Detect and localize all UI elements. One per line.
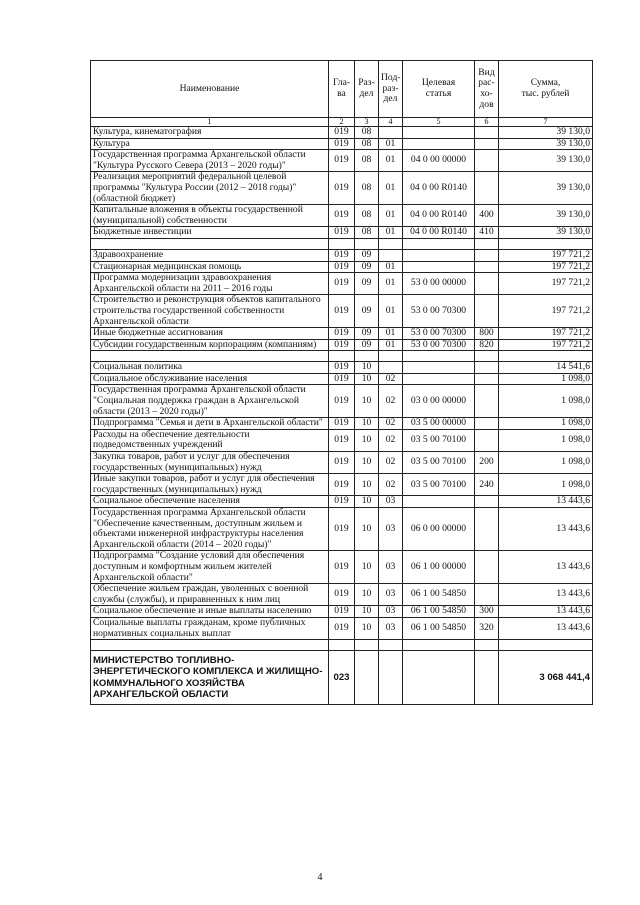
- row-vid: [475, 508, 499, 551]
- row-glava: 019: [329, 138, 355, 150]
- row-glava: 019: [329, 172, 355, 205]
- header-statya: Целевая статья: [403, 61, 475, 118]
- row-summa: 13 443,6: [499, 617, 593, 639]
- row-podrazdel: [379, 640, 403, 651]
- row-podrazdel: 01: [379, 261, 403, 273]
- row-statya: 03 0 00 00000: [403, 385, 475, 418]
- column-number: 1: [91, 118, 329, 127]
- row-name: Иные бюджетные ассигнования: [91, 328, 329, 340]
- header-glava: Гла- ва: [329, 61, 355, 118]
- row-glava: 023: [329, 651, 355, 705]
- table-row: [91, 261, 593, 273]
- row-podrazdel: 02: [379, 429, 403, 451]
- row-glava: 019: [329, 617, 355, 639]
- row-glava: 019: [329, 418, 355, 430]
- row-name: Культура: [91, 138, 329, 150]
- row-glava: [329, 238, 355, 249]
- row-name: Программа модернизации здравоохранения Архангельской области на 2011 – 2016 годы: [91, 273, 329, 295]
- row-summa: 14 541,6: [499, 362, 593, 374]
- table-row: [91, 249, 593, 261]
- row-name: Социальное обслуживание населения: [91, 373, 329, 385]
- row-summa: 197 721,2: [499, 273, 593, 295]
- row-statya: [403, 651, 475, 705]
- row-vid: 820: [475, 339, 499, 351]
- row-glava: 019: [329, 496, 355, 508]
- row-podrazdel: 03: [379, 617, 403, 639]
- row-name: Подпрограмма "Создание условий для обеспечения доступным и комфортным жильем жителей Архангельской области": [91, 551, 329, 584]
- row-summa: [499, 238, 593, 249]
- header-podrazdel: Под- раз- дел: [379, 61, 403, 118]
- row-summa: 13 443,6: [499, 606, 593, 618]
- row-vid: 300: [475, 606, 499, 618]
- row-razdel: 10: [355, 385, 379, 418]
- table-row: [91, 606, 593, 618]
- row-summa: 1 098,0: [499, 474, 593, 496]
- row-summa: 1 098,0: [499, 429, 593, 451]
- table-row: [91, 150, 593, 172]
- column-number: 4: [379, 118, 403, 127]
- row-statya: [403, 127, 475, 139]
- row-vid: [475, 496, 499, 508]
- row-razdel: 08: [355, 227, 379, 239]
- table-row: [91, 452, 593, 474]
- row-name: Капитальные вложения в объекты государственной (муниципальной) собственности: [91, 205, 329, 227]
- row-razdel: 10: [355, 606, 379, 618]
- row-vid: [475, 651, 499, 705]
- row-podrazdel: 03: [379, 606, 403, 618]
- row-summa: 1 098,0: [499, 452, 593, 474]
- row-podrazdel: 01: [379, 205, 403, 227]
- row-razdel: 09: [355, 328, 379, 340]
- row-name: [91, 351, 329, 362]
- row-name: Обеспечение жильем граждан, уволенных с военной службы (службы), и приравненных к ним лиц: [91, 584, 329, 606]
- row-podrazdel: 01: [379, 138, 403, 150]
- row-vid: [475, 261, 499, 273]
- row-razdel: 08: [355, 205, 379, 227]
- row-glava: 019: [329, 205, 355, 227]
- row-statya: 53 0 00 70300: [403, 328, 475, 340]
- row-name: [91, 238, 329, 249]
- table-row: [91, 551, 593, 584]
- row-vid: 200: [475, 452, 499, 474]
- row-summa: 197 721,2: [499, 261, 593, 273]
- row-razdel: 08: [355, 172, 379, 205]
- row-vid: [475, 150, 499, 172]
- row-name: Социальное обеспечение и иные выплаты населению: [91, 606, 329, 618]
- row-vid: [475, 385, 499, 418]
- row-summa: 13 443,6: [499, 508, 593, 551]
- table-row: [91, 339, 593, 351]
- row-name: Иные закупки товаров, работ и услуг для обеспечения государственных (муниципальных) нужд: [91, 474, 329, 496]
- row-statya: 03 5 00 00000: [403, 418, 475, 430]
- row-podrazdel: 03: [379, 508, 403, 551]
- header-vid: Вид рас- хо- дов: [475, 61, 499, 118]
- row-name: Культура, кинематография: [91, 127, 329, 139]
- table-row: [91, 508, 593, 551]
- row-summa: 3 068 441,4: [499, 651, 593, 705]
- row-summa: 39 130,0: [499, 227, 593, 239]
- row-razdel: 10: [355, 617, 379, 639]
- row-summa: 1 098,0: [499, 418, 593, 430]
- row-summa: 197 721,2: [499, 339, 593, 351]
- row-name: Расходы на обеспечение деятельности подведомственных учреждений: [91, 429, 329, 451]
- row-summa: 13 443,6: [499, 496, 593, 508]
- table-row: [91, 373, 593, 385]
- row-vid: [475, 373, 499, 385]
- row-vid: [475, 551, 499, 584]
- row-vid: [475, 138, 499, 150]
- row-name: Субсидии государственным корпорациям (компаниям): [91, 339, 329, 351]
- row-razdel: 10: [355, 362, 379, 374]
- row-vid: [475, 351, 499, 362]
- row-razdel: 10: [355, 452, 379, 474]
- row-statya: 03 5 00 70100: [403, 474, 475, 496]
- row-vid: [475, 584, 499, 606]
- row-podrazdel: 02: [379, 418, 403, 430]
- row-summa: 39 130,0: [499, 138, 593, 150]
- row-razdel: 09: [355, 339, 379, 351]
- row-podrazdel: 03: [379, 584, 403, 606]
- row-statya: [403, 138, 475, 150]
- row-razdel: 10: [355, 508, 379, 551]
- row-vid: [475, 127, 499, 139]
- row-vid: [475, 273, 499, 295]
- row-podrazdel: 01: [379, 328, 403, 340]
- row-statya: [403, 640, 475, 651]
- table-row: [91, 651, 593, 705]
- row-summa: 1 098,0: [499, 385, 593, 418]
- row-name: Бюджетные инвестиции: [91, 227, 329, 239]
- row-name: Социальные выплаты гражданам, кроме публичных нормативных социальных выплат: [91, 617, 329, 639]
- row-glava: 019: [329, 373, 355, 385]
- row-vid: 800: [475, 328, 499, 340]
- row-summa: 1 098,0: [499, 373, 593, 385]
- row-vid: [475, 295, 499, 328]
- table-row: [91, 172, 593, 205]
- row-razdel: 10: [355, 584, 379, 606]
- row-name: Стационарная медицинская помощь: [91, 261, 329, 273]
- header-razdel: Раз- дел: [355, 61, 379, 118]
- row-razdel: 10: [355, 429, 379, 451]
- row-razdel: 09: [355, 249, 379, 261]
- column-number: 6: [475, 118, 499, 127]
- row-podrazdel: 01: [379, 172, 403, 205]
- table-row: [91, 362, 593, 374]
- row-podrazdel: [379, 127, 403, 139]
- row-vid: [475, 429, 499, 451]
- row-vid: [475, 238, 499, 249]
- row-podrazdel: 01: [379, 339, 403, 351]
- row-name: Реализация мероприятий федеральной целевой программы "Культура России (2012 – 2018 годы)" (областной бюджет): [91, 172, 329, 205]
- row-vid: [475, 172, 499, 205]
- row-glava: 019: [329, 551, 355, 584]
- row-vid: 400: [475, 205, 499, 227]
- header-name: Наименование: [91, 61, 329, 118]
- row-glava: [329, 351, 355, 362]
- table-row: [91, 205, 593, 227]
- row-statya: 06 1 00 54850: [403, 617, 475, 639]
- row-summa: [499, 640, 593, 651]
- row-statya: [403, 373, 475, 385]
- row-razdel: 09: [355, 273, 379, 295]
- row-glava: 019: [329, 249, 355, 261]
- blank-row: [91, 351, 593, 362]
- row-razdel: [355, 351, 379, 362]
- row-vid: [475, 362, 499, 374]
- row-statya: [403, 351, 475, 362]
- row-razdel: 10: [355, 373, 379, 385]
- row-podrazdel: [379, 249, 403, 261]
- column-number: 3: [355, 118, 379, 127]
- row-statya: 06 0 00 00000: [403, 508, 475, 551]
- row-name: Социальная политика: [91, 362, 329, 374]
- table-row: [91, 474, 593, 496]
- row-vid: 320: [475, 617, 499, 639]
- row-glava: 019: [329, 584, 355, 606]
- row-glava: [329, 640, 355, 651]
- row-statya: 04 0 00 R0140: [403, 205, 475, 227]
- column-number: 7: [499, 118, 593, 127]
- row-razdel: 10: [355, 496, 379, 508]
- row-podrazdel: 01: [379, 295, 403, 328]
- row-razdel: 08: [355, 127, 379, 139]
- row-statya: 06 1 00 00000: [403, 551, 475, 584]
- header-row: [91, 61, 593, 118]
- row-statya: [403, 496, 475, 508]
- row-statya: 04 0 00 00000: [403, 150, 475, 172]
- row-vid: [475, 249, 499, 261]
- row-razdel: 10: [355, 551, 379, 584]
- table-row: [91, 328, 593, 340]
- row-razdel: 10: [355, 418, 379, 430]
- row-razdel: [355, 640, 379, 651]
- row-glava: 019: [329, 127, 355, 139]
- row-glava: 019: [329, 261, 355, 273]
- row-summa: 197 721,2: [499, 249, 593, 261]
- row-razdel: 09: [355, 261, 379, 273]
- table-body: [91, 127, 593, 705]
- row-vid: [475, 640, 499, 651]
- row-podrazdel: 01: [379, 273, 403, 295]
- table-row: [91, 227, 593, 239]
- row-statya: [403, 238, 475, 249]
- row-summa: [499, 351, 593, 362]
- row-razdel: 10: [355, 474, 379, 496]
- row-podrazdel: [379, 351, 403, 362]
- row-podrazdel: 01: [379, 227, 403, 239]
- blank-row: [91, 640, 593, 651]
- row-name: Закупка товаров, работ и услуг для обеспечения государственных (муниципальных) нужд: [91, 452, 329, 474]
- row-glava: 019: [329, 474, 355, 496]
- row-summa: 197 721,2: [499, 328, 593, 340]
- row-podrazdel: 02: [379, 385, 403, 418]
- row-glava: 019: [329, 339, 355, 351]
- row-statya: 04 0 00 R0140: [403, 227, 475, 239]
- row-vid: 240: [475, 474, 499, 496]
- row-podrazdel: 03: [379, 551, 403, 584]
- column-number: 2: [329, 118, 355, 127]
- row-statya: 04 0 00 R0140: [403, 172, 475, 205]
- row-glava: 019: [329, 606, 355, 618]
- row-razdel: [355, 651, 379, 705]
- blank-row: [91, 238, 593, 249]
- row-statya: 06 1 00 54850: [403, 584, 475, 606]
- row-statya: 53 0 00 70300: [403, 295, 475, 328]
- row-summa: 39 130,0: [499, 127, 593, 139]
- row-glava: 019: [329, 328, 355, 340]
- row-podrazdel: [379, 238, 403, 249]
- row-summa: 39 130,0: [499, 150, 593, 172]
- table-row: [91, 496, 593, 508]
- page-number: 4: [317, 872, 323, 883]
- row-glava: 019: [329, 150, 355, 172]
- budget-table: [90, 60, 593, 705]
- row-podrazdel: 02: [379, 373, 403, 385]
- table-row: [91, 617, 593, 639]
- row-name: Государственная программа Архангельской области "Обеспечение качественным, доступным жильем и объектами инженерной инфраструктуры населения Архангельской области (2014 – 2020 годы)": [91, 508, 329, 551]
- row-summa: 13 443,6: [499, 551, 593, 584]
- row-statya: [403, 362, 475, 374]
- row-glava: 019: [329, 227, 355, 239]
- row-glava: 019: [329, 385, 355, 418]
- row-name: [91, 640, 329, 651]
- table-row: [91, 273, 593, 295]
- row-podrazdel: [379, 362, 403, 374]
- row-name: Государственная программа Архангельской области "Культура Русского Севера (2013 – 2020 годы)": [91, 150, 329, 172]
- row-vid: 410: [475, 227, 499, 239]
- row-glava: 019: [329, 362, 355, 374]
- row-statya: 53 0 00 00000: [403, 273, 475, 295]
- row-statya: 53 0 00 70300: [403, 339, 475, 351]
- row-podrazdel: 03: [379, 496, 403, 508]
- row-statya: 03 5 00 70100: [403, 452, 475, 474]
- table-row: [91, 385, 593, 418]
- row-statya: 03 5 00 70100: [403, 429, 475, 451]
- row-name: Подпрограмма "Семья и дети в Архангельской области": [91, 418, 329, 430]
- row-vid: [475, 418, 499, 430]
- row-name: МИНИСТЕРСТВО ТОПЛИВНО-ЭНЕРГЕТИЧЕСКОГО КОМПЛЕКСА И ЖИЛИЩНО-КОММУНАЛЬНОГО ХОЗЯЙСТВА АРХАНГЕЛЬСКОЙ ОБЛАСТИ: [91, 651, 329, 705]
- column-number: 5: [403, 118, 475, 127]
- row-podrazdel: 02: [379, 474, 403, 496]
- row-summa: 197 721,2: [499, 295, 593, 328]
- table-row: [91, 295, 593, 328]
- row-name: Строительство и реконструкция объектов капитального строительства государственной собственности Архангельской области: [91, 295, 329, 328]
- row-glava: 019: [329, 295, 355, 328]
- row-name: Государственная программа Архангельской области "Социальная поддержка граждан в Архангельской области (2013 – 2020 годы)": [91, 385, 329, 418]
- row-glava: 019: [329, 508, 355, 551]
- row-summa: 39 130,0: [499, 172, 593, 205]
- row-name: Социальное обеспечение населения: [91, 496, 329, 508]
- row-glava: 019: [329, 429, 355, 451]
- table-row: [91, 429, 593, 451]
- table-row: [91, 127, 593, 139]
- row-razdel: [355, 238, 379, 249]
- row-name: Здравоохранение: [91, 249, 329, 261]
- row-razdel: 08: [355, 138, 379, 150]
- row-statya: 06 1 00 54850: [403, 606, 475, 618]
- row-statya: [403, 261, 475, 273]
- table-row: [91, 584, 593, 606]
- row-summa: 39 130,0: [499, 205, 593, 227]
- row-podrazdel: 02: [379, 452, 403, 474]
- row-podrazdel: 01: [379, 150, 403, 172]
- row-glava: 019: [329, 273, 355, 295]
- table-row: [91, 418, 593, 430]
- table-row: [91, 138, 593, 150]
- row-summa: 13 443,6: [499, 584, 593, 606]
- row-podrazdel: [379, 651, 403, 705]
- row-razdel: 09: [355, 295, 379, 328]
- row-glava: 019: [329, 452, 355, 474]
- row-razdel: 08: [355, 150, 379, 172]
- header-summa: Сумма, тыс. рублей: [499, 61, 593, 118]
- row-statya: [403, 249, 475, 261]
